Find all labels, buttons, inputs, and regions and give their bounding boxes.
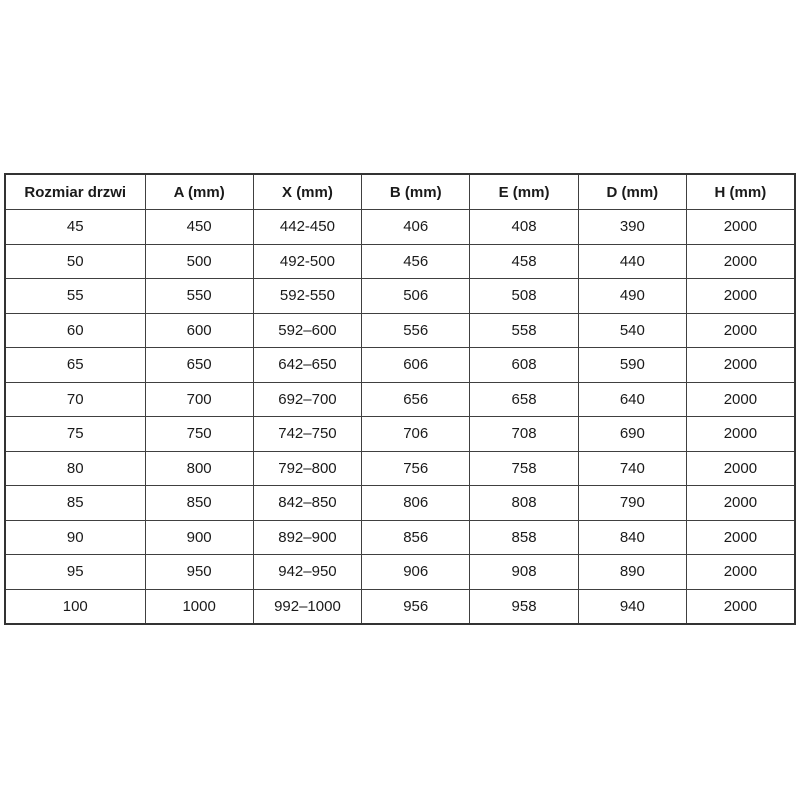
table-cell: 656 bbox=[362, 382, 470, 417]
table-cell: 592–600 bbox=[253, 313, 361, 348]
table-row bbox=[5, 348, 795, 383]
table-cell: 692–700 bbox=[253, 382, 361, 417]
table-cell: 2000 bbox=[686, 348, 794, 383]
table-cell: 590 bbox=[578, 348, 686, 383]
table-cell: 456 bbox=[362, 244, 470, 279]
column-header: B (mm) bbox=[362, 174, 470, 210]
table-cell: 706 bbox=[362, 417, 470, 452]
table-cell: 740 bbox=[578, 451, 686, 486]
table-row bbox=[5, 382, 795, 417]
table-cell: 890 bbox=[578, 555, 686, 590]
table-row bbox=[5, 555, 795, 590]
table-cell: 85 bbox=[5, 486, 145, 521]
table-cell: 842–850 bbox=[253, 486, 361, 521]
table-cell: 642–650 bbox=[253, 348, 361, 383]
table-cell: 2000 bbox=[686, 313, 794, 348]
table-cell: 70 bbox=[5, 382, 145, 417]
table-cell: 390 bbox=[578, 210, 686, 245]
table-cell: 2000 bbox=[686, 589, 794, 624]
table-cell: 45 bbox=[5, 210, 145, 245]
table-cell: 806 bbox=[362, 486, 470, 521]
table-cell: 55 bbox=[5, 279, 145, 314]
table-row bbox=[5, 486, 795, 521]
table-cell: 540 bbox=[578, 313, 686, 348]
table-cell: 592-550 bbox=[253, 279, 361, 314]
table-cell: 942–950 bbox=[253, 555, 361, 590]
table-cell: 450 bbox=[145, 210, 253, 245]
table-cell: 756 bbox=[362, 451, 470, 486]
table-cell: 940 bbox=[578, 589, 686, 624]
table-cell: 2000 bbox=[686, 555, 794, 590]
table-row bbox=[5, 417, 795, 452]
table-row bbox=[5, 589, 795, 624]
table-cell: 556 bbox=[362, 313, 470, 348]
table-cell: 75 bbox=[5, 417, 145, 452]
table-cell: 708 bbox=[470, 417, 578, 452]
table-row bbox=[5, 210, 795, 245]
table-cell: 408 bbox=[470, 210, 578, 245]
table-cell: 2000 bbox=[686, 520, 794, 555]
table-cell: 406 bbox=[362, 210, 470, 245]
table-cell: 892–900 bbox=[253, 520, 361, 555]
column-header: X (mm) bbox=[253, 174, 361, 210]
table-cell: 60 bbox=[5, 313, 145, 348]
column-header: H (mm) bbox=[686, 174, 794, 210]
table-cell: 2000 bbox=[686, 486, 794, 521]
table-cell: 908 bbox=[470, 555, 578, 590]
table-cell: 492-500 bbox=[253, 244, 361, 279]
table-cell: 992–1000 bbox=[253, 589, 361, 624]
table-cell: 742–750 bbox=[253, 417, 361, 452]
table-cell: 700 bbox=[145, 382, 253, 417]
table-cell: 50 bbox=[5, 244, 145, 279]
table-cell: 2000 bbox=[686, 382, 794, 417]
table-cell: 2000 bbox=[686, 417, 794, 452]
table-cell: 2000 bbox=[686, 279, 794, 314]
door-size-table bbox=[4, 173, 796, 625]
column-header: E (mm) bbox=[470, 174, 578, 210]
table-cell: 2000 bbox=[686, 451, 794, 486]
table-cell: 750 bbox=[145, 417, 253, 452]
table-cell: 658 bbox=[470, 382, 578, 417]
table-cell: 606 bbox=[362, 348, 470, 383]
table-cell: 840 bbox=[578, 520, 686, 555]
table-cell: 558 bbox=[470, 313, 578, 348]
table-cell: 650 bbox=[145, 348, 253, 383]
table-cell: 442-450 bbox=[253, 210, 361, 245]
table-header bbox=[5, 174, 795, 210]
table-cell: 956 bbox=[362, 589, 470, 624]
column-header: Rozmiar drzwi bbox=[5, 174, 145, 210]
table-cell: 950 bbox=[145, 555, 253, 590]
table-cell: 1000 bbox=[145, 589, 253, 624]
table-cell: 508 bbox=[470, 279, 578, 314]
table-cell: 458 bbox=[470, 244, 578, 279]
table-cell: 2000 bbox=[686, 210, 794, 245]
table-cell: 858 bbox=[470, 520, 578, 555]
table-row bbox=[5, 451, 795, 486]
table-cell: 758 bbox=[470, 451, 578, 486]
table-cell: 2000 bbox=[686, 244, 794, 279]
table-cell: 95 bbox=[5, 555, 145, 590]
table-cell: 792–800 bbox=[253, 451, 361, 486]
table-cell: 65 bbox=[5, 348, 145, 383]
table-cell: 800 bbox=[145, 451, 253, 486]
table-cell: 958 bbox=[470, 589, 578, 624]
column-header: D (mm) bbox=[578, 174, 686, 210]
table-cell: 600 bbox=[145, 313, 253, 348]
table-cell: 500 bbox=[145, 244, 253, 279]
table-cell: 550 bbox=[145, 279, 253, 314]
table-cell: 640 bbox=[578, 382, 686, 417]
table-cell: 690 bbox=[578, 417, 686, 452]
table-cell: 100 bbox=[5, 589, 145, 624]
table-cell: 80 bbox=[5, 451, 145, 486]
table-row bbox=[5, 279, 795, 314]
table-cell: 850 bbox=[145, 486, 253, 521]
column-header: A (mm) bbox=[145, 174, 253, 210]
table-cell: 906 bbox=[362, 555, 470, 590]
table-cell: 490 bbox=[578, 279, 686, 314]
table-cell: 808 bbox=[470, 486, 578, 521]
table-row bbox=[5, 244, 795, 279]
table-cell: 856 bbox=[362, 520, 470, 555]
table-row bbox=[5, 520, 795, 555]
table-cell: 608 bbox=[470, 348, 578, 383]
table-cell: 900 bbox=[145, 520, 253, 555]
table-cell: 440 bbox=[578, 244, 686, 279]
table-row bbox=[5, 313, 795, 348]
table-cell: 90 bbox=[5, 520, 145, 555]
table-body bbox=[5, 210, 795, 625]
table-cell: 790 bbox=[578, 486, 686, 521]
header-row bbox=[5, 174, 795, 210]
table-cell: 506 bbox=[362, 279, 470, 314]
